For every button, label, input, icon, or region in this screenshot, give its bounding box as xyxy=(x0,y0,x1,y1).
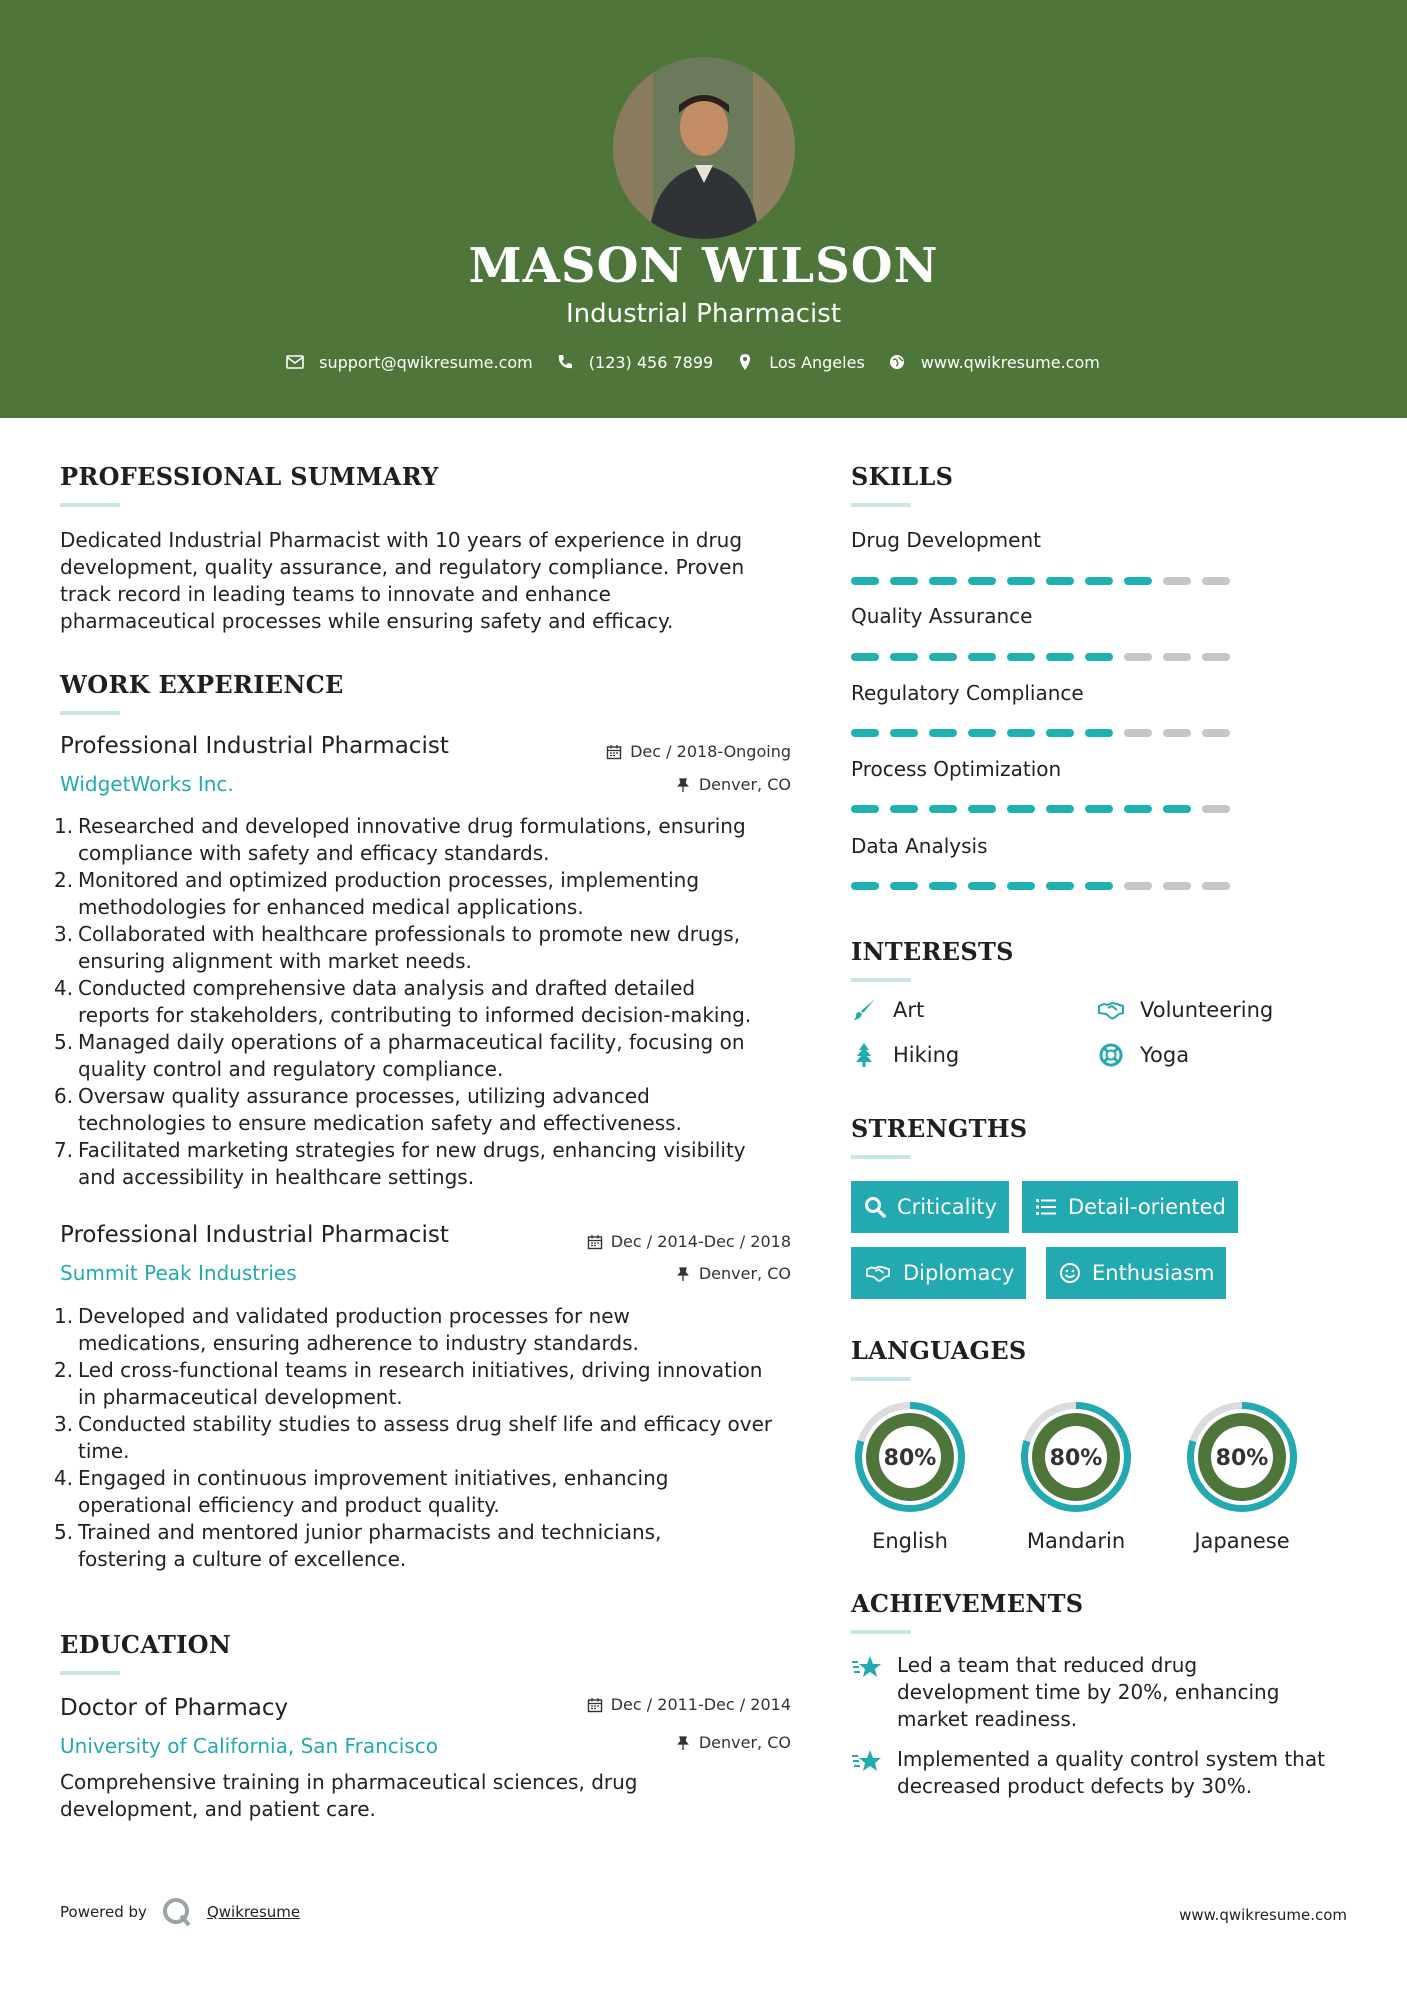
skill-segment xyxy=(929,577,957,585)
skill-segment xyxy=(1202,805,1230,813)
language-name: Japanese xyxy=(1194,1529,1290,1553)
calendar-icon xyxy=(606,744,622,760)
job-date xyxy=(606,742,791,761)
list-item: 7. Facilitated marketing strategies for new drugs, enhancing visibility and accessibility in healthcare settings. xyxy=(54,1138,746,1189)
profile-photo xyxy=(613,57,795,239)
interest-label: Yoga xyxy=(1140,1043,1190,1067)
pushpin-icon xyxy=(675,777,691,793)
job-duties xyxy=(54,813,752,1191)
work-underline xyxy=(60,711,120,715)
map-marker-icon xyxy=(735,352,755,372)
skill-segment xyxy=(1163,729,1191,737)
achievement-line: decreased product defects by 30%. xyxy=(897,1774,1253,1798)
interest-item xyxy=(1098,1042,1189,1068)
handshake-icon xyxy=(1098,997,1124,1023)
summary-title: PROFESSIONAL SUMMARY xyxy=(60,462,439,491)
achievement-item xyxy=(851,1652,1279,1733)
skill-segment xyxy=(1202,653,1230,661)
skill-name: Quality Assurance xyxy=(851,604,1033,628)
lifering-icon xyxy=(1098,1042,1124,1068)
skill-segment xyxy=(968,653,996,661)
skill-segment xyxy=(851,729,879,737)
skill-segment xyxy=(851,653,879,661)
skill-segment xyxy=(1007,882,1035,890)
job-location xyxy=(675,1264,791,1283)
pushpin-icon xyxy=(675,1266,691,1282)
language-percent: 80% xyxy=(883,1446,937,1471)
pushpin-icon xyxy=(675,1735,691,1751)
candidate-role: Industrial Pharmacist xyxy=(565,299,842,329)
skills-title: SKILLS xyxy=(851,462,954,491)
achievements-underline xyxy=(851,1630,911,1634)
skill-segment xyxy=(1124,729,1152,737)
summary-line: Dedicated Industrial Pharmacist with 10 years of experience in drug xyxy=(60,528,743,552)
skill-bar xyxy=(851,882,1230,890)
skill-segment xyxy=(851,882,879,890)
language-name: English xyxy=(872,1529,948,1553)
language-ring xyxy=(1180,1395,1304,1519)
brand-link[interactable]: Qwikresume xyxy=(206,1903,301,1921)
contact-phone[interactable]: (123) 456 7899 xyxy=(588,352,714,372)
job-title: Professional Industrial Pharmacist xyxy=(60,733,449,759)
skill-segment xyxy=(890,882,918,890)
skill-segment xyxy=(968,882,996,890)
job-title: Professional Industrial Pharmacist xyxy=(60,1222,449,1248)
skill-segment xyxy=(929,882,957,890)
education-title: EDUCATION xyxy=(60,1630,232,1659)
strength-chip xyxy=(851,1181,1009,1233)
skill-segment xyxy=(1046,577,1074,585)
skill-segment xyxy=(1202,882,1230,890)
skill-bar xyxy=(851,805,1230,813)
skill-segment xyxy=(929,729,957,737)
calendar-icon xyxy=(587,1234,603,1250)
language-percent: 80% xyxy=(1049,1446,1103,1471)
summary-underline xyxy=(60,503,120,507)
list-item: 3. Collaborated with healthcare professionals to promote new drugs, ensuring alignment with market needs. xyxy=(54,922,741,973)
list-item: 2. Monitored and optimized production processes, implementing methodologies for enhanced medical applications. xyxy=(54,868,700,919)
language-percent: 80% xyxy=(1215,1446,1269,1471)
skill-segment xyxy=(1007,577,1035,585)
skill-segment xyxy=(929,653,957,661)
skill-bar xyxy=(851,577,1230,585)
tree-icon xyxy=(851,1042,877,1068)
language-item xyxy=(1180,1395,1304,1553)
job-duties xyxy=(54,1303,773,1573)
interest-label: Volunteering xyxy=(1140,998,1274,1022)
school-name: University of California, San Francisco xyxy=(60,1734,438,1758)
skill-segment xyxy=(1085,805,1113,813)
contact-bar xyxy=(0,352,1407,372)
footer-powered-by xyxy=(60,1896,300,1928)
skill-segment xyxy=(1046,805,1074,813)
skill-segment xyxy=(1007,729,1035,737)
candidate-name: MASON WILSON xyxy=(468,238,939,294)
qwikresume-logo-icon xyxy=(161,1896,193,1928)
degree-title: Doctor of Pharmacy xyxy=(60,1695,289,1721)
footer-website[interactable]: www.qwikresume.com xyxy=(1179,1906,1347,1924)
strength-chip xyxy=(1046,1247,1226,1299)
skill-segment xyxy=(968,805,996,813)
skill-segment xyxy=(1202,729,1230,737)
list-item: 3. Conducted stability studies to assess drug shelf life and efficacy over time. xyxy=(54,1412,773,1463)
language-item xyxy=(1014,1395,1138,1553)
interest-label: Hiking xyxy=(893,1043,960,1067)
interest-item xyxy=(851,1042,959,1068)
skill-segment xyxy=(890,729,918,737)
skill-segment xyxy=(1046,653,1074,661)
language-ring xyxy=(848,1395,972,1519)
contact-email[interactable]: support@qwikresume.com xyxy=(319,352,533,372)
achievement-item xyxy=(851,1746,1325,1800)
skill-segment xyxy=(890,805,918,813)
skill-bar xyxy=(851,729,1230,737)
strength-chip xyxy=(1022,1181,1238,1233)
list-item: 4. Engaged in continuous improvement initiatives, enhancing operational efficiency and product quality. xyxy=(54,1466,669,1517)
skill-segment xyxy=(851,805,879,813)
education-line: development, and patient care. xyxy=(60,1797,376,1821)
achievements-title: ACHIEVEMENTS xyxy=(851,1589,1084,1618)
skill-segment xyxy=(968,577,996,585)
skill-segment xyxy=(1007,653,1035,661)
skill-segment xyxy=(1124,577,1152,585)
education-line: Comprehensive training in pharmaceutical sciences, drug xyxy=(60,1770,638,1794)
skill-segment xyxy=(1163,805,1191,813)
star-icon xyxy=(851,1746,883,1778)
education-underline xyxy=(60,1671,120,1675)
calendar-icon xyxy=(587,1697,603,1713)
interest-item xyxy=(1098,997,1273,1023)
strength-label: Criticality xyxy=(897,1195,997,1219)
languages-title: LANGUAGES xyxy=(851,1336,1027,1365)
job-location-text: Denver, CO xyxy=(698,1264,791,1283)
skill-segment xyxy=(890,577,918,585)
paintbrush-icon xyxy=(851,997,877,1023)
skills-underline xyxy=(851,503,911,507)
skill-segment xyxy=(1163,882,1191,890)
skill-segment xyxy=(1007,805,1035,813)
list-item: 6. Oversaw quality assurance processes, utilizing advanced technologies to ensure medication safety and effectiveness. xyxy=(54,1084,682,1135)
globe-icon xyxy=(887,352,907,372)
contact-website[interactable]: www.qwikresume.com xyxy=(920,352,1100,372)
search-icon xyxy=(863,1195,887,1219)
job-company: Summit Peak Industries xyxy=(60,1261,297,1285)
person-icon xyxy=(613,57,795,239)
education-location xyxy=(675,1733,791,1752)
skill-segment xyxy=(1085,729,1113,737)
list-icon xyxy=(1034,1195,1058,1219)
handshake-icon xyxy=(863,1261,893,1285)
strength-label: Diplomacy xyxy=(903,1261,1015,1285)
star-icon xyxy=(851,1652,883,1684)
skill-bar xyxy=(851,653,1230,661)
smile-icon xyxy=(1058,1261,1082,1285)
achievement-line: market readiness. xyxy=(897,1707,1078,1731)
job-date-text: Dec / 2018-Ongoing xyxy=(630,742,791,761)
skill-segment xyxy=(1124,882,1152,890)
interest-label: Art xyxy=(893,998,925,1022)
skill-segment xyxy=(890,653,918,661)
skill-segment xyxy=(1163,577,1191,585)
summary-line: track record in leading teams to innovate and enhance xyxy=(60,582,611,606)
language-name: Mandarin xyxy=(1026,1529,1126,1553)
strength-label: Enthusiasm xyxy=(1092,1261,1215,1285)
languages-underline xyxy=(851,1377,911,1381)
list-item: 4. Conducted comprehensive data analysis and drafted detailed reports for stakeholders, contributing to informed decision-making. xyxy=(54,976,752,1027)
language-ring xyxy=(1014,1395,1138,1519)
education-description xyxy=(60,1769,637,1823)
job-location xyxy=(675,775,791,794)
contact-location: Los Angeles xyxy=(769,352,865,372)
summary-line: pharmaceutical processes while ensuring safety and efficacy. xyxy=(60,609,674,633)
education-date xyxy=(587,1695,791,1714)
list-item: 5. Trained and mentored junior pharmacists and technicians, fostering a culture of excellence. xyxy=(54,1520,662,1571)
skill-segment xyxy=(929,805,957,813)
summary-text xyxy=(60,527,744,635)
skill-segment xyxy=(1085,882,1113,890)
envelope-icon xyxy=(285,352,305,372)
skill-name: Regulatory Compliance xyxy=(851,681,1084,705)
list-item: 5. Managed daily operations of a pharmaceutical facility, focusing on quality control and regulatory compliance. xyxy=(54,1030,745,1081)
powered-by-text: Powered by xyxy=(60,1903,147,1921)
achievement-line: Implemented a quality control system that xyxy=(897,1747,1325,1771)
work-title: WORK EXPERIENCE xyxy=(60,670,344,699)
job-date-text: Dec / 2014-Dec / 2018 xyxy=(610,1232,791,1251)
list-item: 1. Researched and developed innovative drug formulations, ensuring compliance with safety and efficacy standards. xyxy=(54,814,746,865)
resume-header xyxy=(0,0,1407,418)
achievement-line: Led a team that reduced drug xyxy=(897,1653,1198,1677)
skill-segment xyxy=(1046,729,1074,737)
skill-segment xyxy=(1202,577,1230,585)
strength-label: Detail-oriented xyxy=(1068,1195,1226,1219)
summary-line: development, quality assurance, and regulatory compliance. Proven xyxy=(60,555,745,579)
interests-title: INTERESTS xyxy=(851,937,1014,966)
skill-segment xyxy=(968,729,996,737)
education-date-text: Dec / 2011-Dec / 2014 xyxy=(610,1695,791,1714)
strengths-title: STRENGTHS xyxy=(851,1114,1028,1143)
achievement-line: development time by 20%, enhancing xyxy=(897,1680,1280,1704)
strength-chip xyxy=(851,1247,1026,1299)
job-date xyxy=(587,1232,791,1251)
list-item: 1. Developed and validated production processes for new medications, ensuring adherence to industry standards. xyxy=(54,1304,639,1355)
strengths-underline xyxy=(851,1155,911,1159)
skill-segment xyxy=(1046,882,1074,890)
skill-segment xyxy=(1124,653,1152,661)
list-item: 2. Led cross-functional teams in research initiatives, driving innovation in pharmaceutical development. xyxy=(54,1358,763,1409)
education-location-text: Denver, CO xyxy=(698,1733,791,1752)
interests-underline xyxy=(851,978,911,982)
skill-segment xyxy=(1085,653,1113,661)
skill-name: Process Optimization xyxy=(851,757,1062,781)
skill-segment xyxy=(1163,653,1191,661)
skill-segment xyxy=(851,577,879,585)
job-company: WidgetWorks Inc. xyxy=(60,772,234,796)
language-item xyxy=(848,1395,972,1553)
job-location-text: Denver, CO xyxy=(698,775,791,794)
skill-name: Data Analysis xyxy=(851,834,988,858)
skill-name: Drug Development xyxy=(851,528,1041,552)
skill-segment xyxy=(1124,805,1152,813)
interest-item xyxy=(851,997,924,1023)
phone-icon xyxy=(555,352,575,372)
skill-segment xyxy=(1085,577,1113,585)
